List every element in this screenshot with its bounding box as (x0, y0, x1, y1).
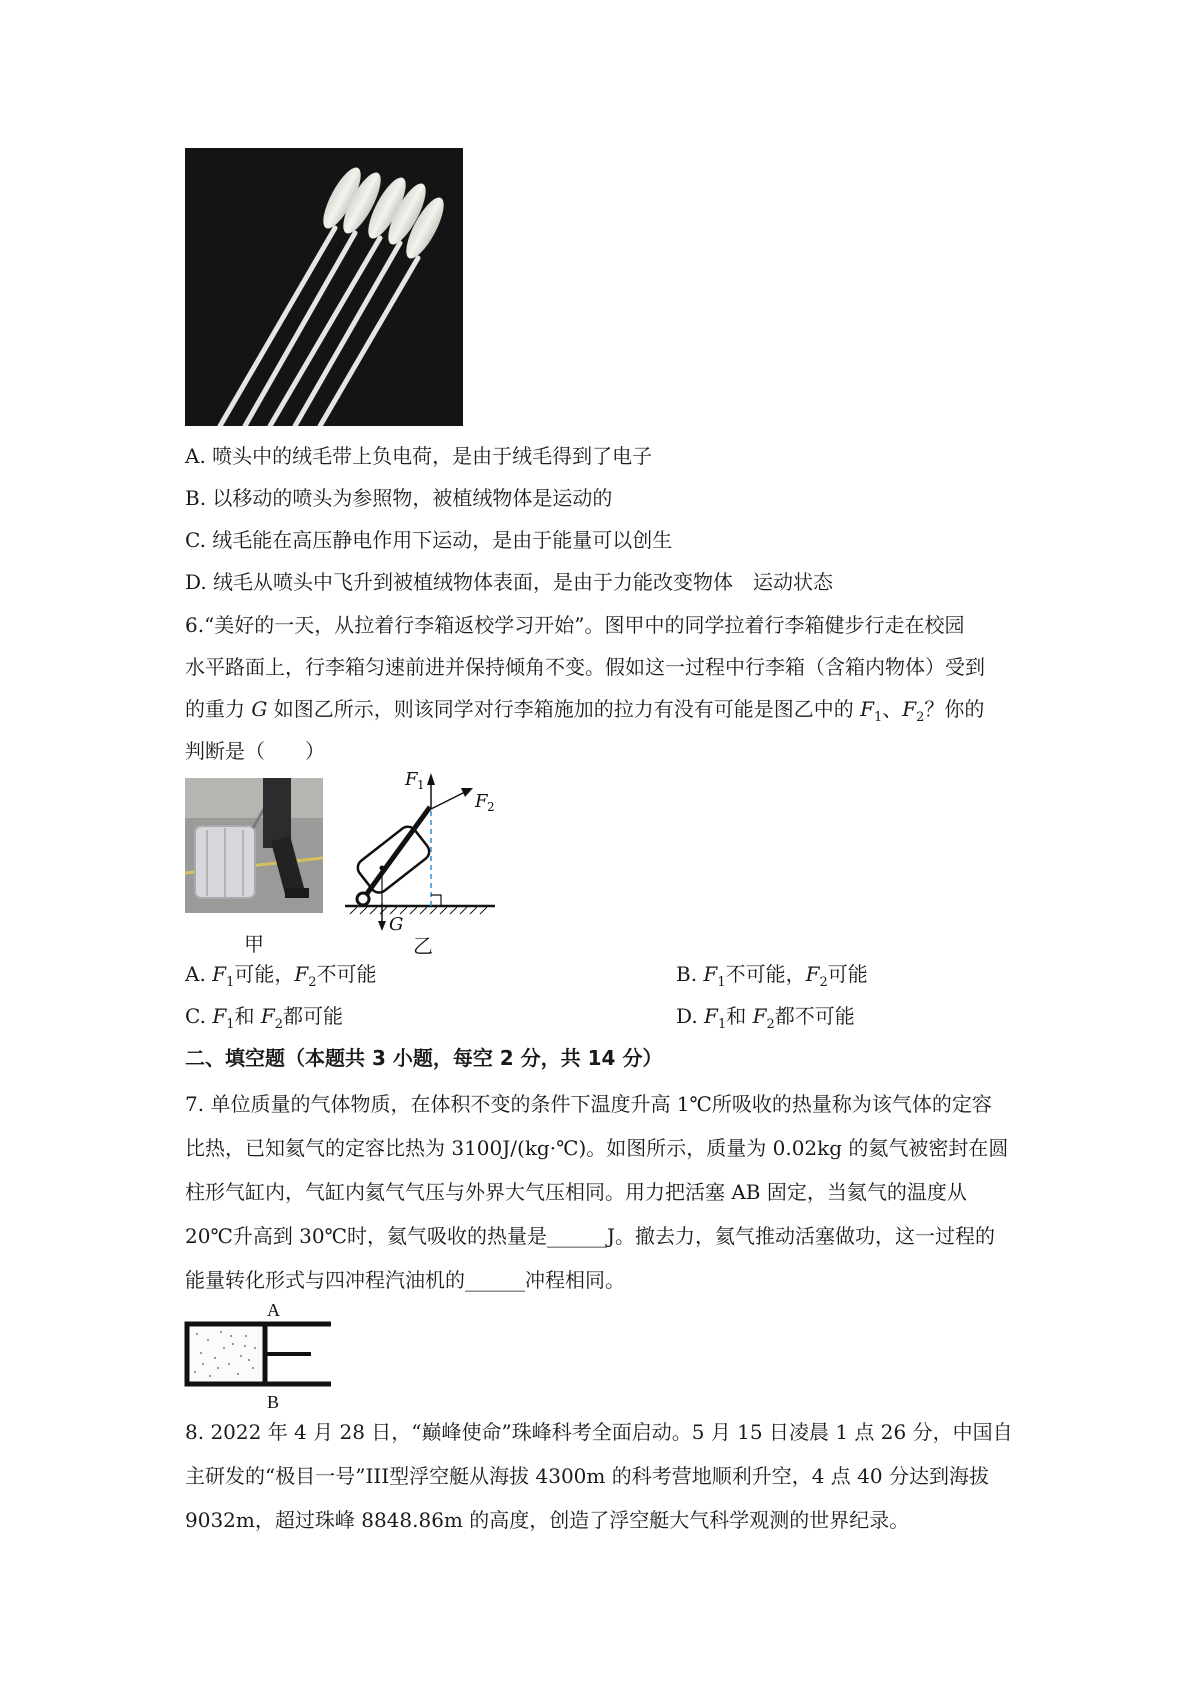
q6-option-a: A. $F_1$可能，$F_2$不可能 (185, 962, 377, 990)
q6-line-1: 6.“美好的一天，从拉着行李箱返校学习开始”。图甲中的同学拉着行李箱健步行走在校园 (185, 613, 965, 637)
q8-line-1: 8. 2022 年 4 月 28 日，“巅峰使命”珠峰科考全面启动。5 月 15 日凌晨 1 点 26 分，中国自 (185, 1420, 1013, 1444)
q8-line-3: 9032m，超过珠峰 8848.86m 的高度，创造了浮空艇大气科学观测的世界纪录。 (185, 1508, 910, 1532)
q7-line-3: 柱形气缸内，气缸内氦气气压与外界大气压相同。用力把活塞 AB 固定，当氦气的温度从 (185, 1180, 967, 1204)
q6-line-4: 判断是（ ） (185, 739, 325, 763)
label-f2-sub: 2 (487, 800, 495, 814)
label-f2: F (475, 791, 488, 812)
q6-option-d: D. $F_1$和 $F_2$都不可能 (676, 1004, 855, 1032)
q5-option-b: B. 以移动的喷头为参照物，被植绒物体是运动的 (185, 486, 613, 510)
label-f1-sub: 1 (417, 778, 425, 792)
q7-line-5: 能量转化形式与四冲程汽油机的______冲程相同。 (185, 1268, 625, 1292)
swabs-illustration (185, 148, 463, 426)
section-heading: 二、填空题（本题共 3 小题，每空 2 分，共 14 分） (185, 1046, 663, 1070)
q5-option-c: C. 绒毛能在高压静电作用下运动，是由于能量可以创生 (185, 528, 673, 552)
force-diagram (345, 765, 505, 945)
q6-option-c: C. $F_1$和 $F_2$都可能 (185, 1004, 344, 1032)
q5-option-a: A. 喷头中的绒毛带上负电荷，是由于绒毛得到了电子 (185, 444, 653, 468)
q8-line-2: 主研发的“极目一号”III型浮空艇从海拔 4300m 的科考营地顺利升空，4 点 40 分达到海拔 (185, 1464, 989, 1488)
caption-yi: 乙 (413, 934, 433, 958)
q7-line-2: 比热，已知氦气的定容比热为 3100J/(kg·℃)。如图所示，质量为 0.02kg 的氦气被密封在圆 (185, 1136, 1009, 1160)
caption-jia: 甲 (244, 932, 264, 956)
label-g: G (389, 914, 404, 935)
piston-label-b: B (267, 1392, 280, 1410)
cylinder-diagram (183, 1298, 333, 1410)
force-diagram-svg (345, 765, 505, 945)
q6-option-b: B. $F_1$不可能，$F_2$可能 (676, 962, 868, 990)
cylinder-diagram-svg (183, 1298, 333, 1410)
q5-option-d: D. 绒毛从喷头中飞升到被植绒物体表面，是由于力能改变物体 运动状态 (185, 570, 834, 594)
q7-line-4: 20℃升高到 30℃时，氦气吸收的热量是______J。撤去力，氦气推动活塞做功，这一过程的 (185, 1224, 996, 1248)
suitcase-photo-illustration (185, 778, 323, 913)
q6-line-2: 水平路面上，行李箱匀速前进并保持倾角不变。假如这一过程中行李箱（含箱内物体）受到 (185, 655, 985, 679)
flocked-swabs-photo (185, 148, 463, 426)
label-f1: F (405, 769, 418, 790)
suitcase-photo (185, 778, 323, 913)
piston-label-a: A (267, 1300, 280, 1320)
q6-line-3: 的重力 G 如图乙所示，则该同学对行李箱施加的拉力有没有可能是图乙中的 $F_1$、$F_2$？你的 (185, 697, 985, 725)
q7-line-1: 7. 单位质量的气体物质，在体积不变的条件下温度升高 1℃所吸收的热量称为该气体的定容 (185, 1092, 992, 1116)
